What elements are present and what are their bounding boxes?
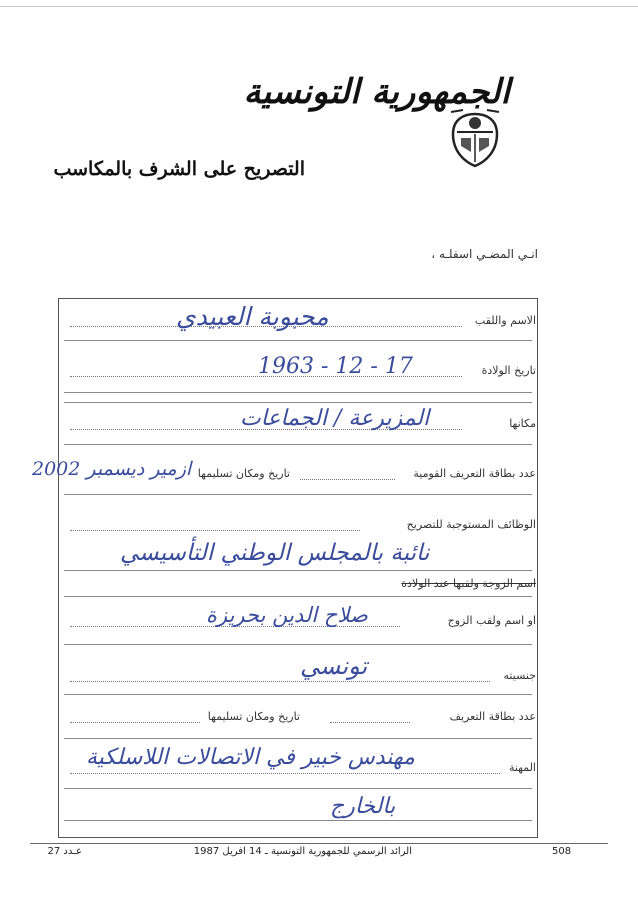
- intro-text: انـي المضـي اسفلـه ،: [431, 247, 538, 261]
- profession-dotted-line: [70, 773, 500, 774]
- row-rule: [64, 788, 532, 789]
- id-date-handwritten-value: ازمير ديسمبر 2002: [32, 458, 192, 480]
- row-rule: [64, 570, 532, 571]
- pob-handwritten-value: المزيرعة / الجماعات: [240, 406, 430, 431]
- dob-label: تاريخ الولادة: [481, 364, 536, 377]
- tunisia-emblem-icon: [447, 108, 503, 170]
- footer-rule: [30, 843, 608, 844]
- row-rule: [64, 596, 532, 597]
- republic-logo-text: الجمهورية التونسية: [243, 72, 510, 112]
- id-label: عدد بطاقة التعريف القومية: [413, 467, 536, 480]
- id-dotted-line: [300, 479, 395, 480]
- row-rule: [64, 820, 532, 821]
- functions-label: الوظائف المستوجبة للتصريح: [406, 518, 536, 531]
- functions-dotted-line: [70, 530, 360, 531]
- row-rule: [64, 340, 532, 341]
- row-rule: [64, 738, 532, 739]
- row-rule: [64, 494, 532, 495]
- husband-handwritten-value: صلاح الدين بحريزة: [206, 603, 368, 627]
- nationality-handwritten-value: تونسي: [300, 652, 368, 680]
- name-handwritten-value: محبوبة العبيدي: [176, 302, 329, 331]
- row-rule: [64, 402, 532, 403]
- issue-number: عـدد 27: [47, 846, 82, 857]
- spouse-id-label: عدد بطاقة التعريف: [449, 710, 536, 723]
- profession-handwritten-value: مهندس خبير في الاتصالات اللاسلكية: [86, 745, 415, 770]
- publication-line: الرائد الرسمي للجمهورية التونسية ـ 14 افريل 1987: [193, 846, 412, 857]
- spouse-id-dotted-line: [330, 722, 410, 723]
- spouse-maiden-label: اسم الزوجة ولقبها عند الولادة: [401, 577, 536, 590]
- row-rule: [64, 694, 532, 695]
- profession-handwritten-value-continued: بالخارج: [330, 794, 396, 819]
- row-rule: [64, 392, 532, 393]
- row-rule: [64, 444, 532, 445]
- row-rule: [64, 644, 532, 645]
- spouse-id-date-label: تاريخ ومكان تسليمها: [207, 710, 300, 723]
- nationality-label: جنسيته: [503, 669, 536, 682]
- profession-label: المهنة: [508, 761, 536, 774]
- husband-label: او اسم ولقب الزوج: [447, 614, 536, 627]
- dob-handwritten-value: 1963 - 12 - 17: [258, 354, 413, 379]
- spouse-id-date-dotted-line: [70, 722, 200, 723]
- page-number: 508: [552, 846, 572, 857]
- nationality-dotted-line: [70, 681, 490, 682]
- id-date-label: تاريخ ومكان تسليمها: [197, 467, 290, 480]
- pob-label: مكانها: [509, 417, 536, 430]
- document-title: التصريح على الشرف بالمكاسب: [53, 158, 305, 180]
- name-label: الاسم واللقب: [474, 314, 536, 327]
- functions-handwritten-value: نائبة بالمجلس الوطني التأسيسي: [120, 540, 430, 566]
- top-edge-line: [0, 6, 638, 7]
